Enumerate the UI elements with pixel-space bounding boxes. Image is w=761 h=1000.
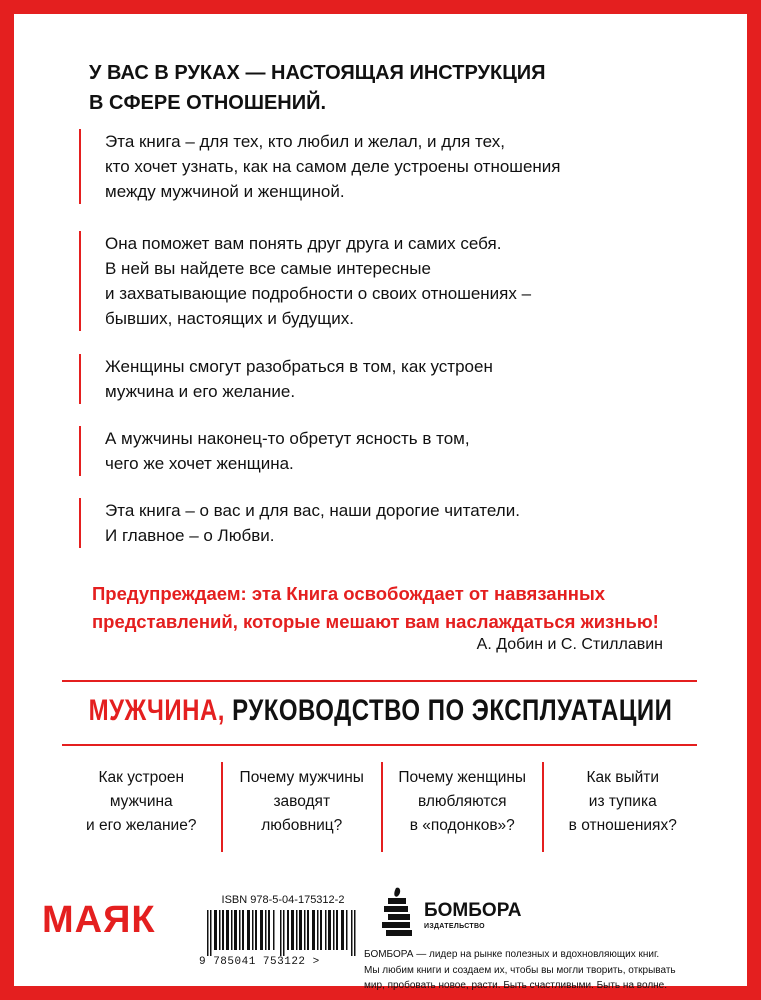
warning-line: представлений, которые мешают вам наслаждаться жизнью! bbox=[92, 611, 659, 632]
publisher-note-line: БОМБОРА — лидер на рынке полезных и вдохновляющих книг. bbox=[364, 949, 660, 960]
question-line: из тупика bbox=[588, 793, 657, 810]
question-line: Как выйти bbox=[586, 769, 660, 786]
series-title-accent: МУЖЧИНА, bbox=[88, 693, 225, 728]
publisher-subtitle: ИЗДАТЕЛЬСТВО bbox=[424, 923, 485, 930]
paragraph-line: мужчина и его желание. bbox=[105, 382, 296, 401]
isbn-label: ISBN 978-5-04-175312-2 bbox=[221, 894, 345, 906]
paragraph-line: между мужчиной и женщиной. bbox=[105, 182, 345, 201]
barcode bbox=[199, 894, 367, 969]
question-line: Почему женщины bbox=[398, 769, 527, 786]
paragraph-3 bbox=[79, 354, 745, 404]
series-title bbox=[14, 694, 747, 729]
publisher-note-line: мир, пробовать новое, расти. Быть счастливыми. Быть на волне. bbox=[364, 980, 668, 991]
warning-line: Предупреждаем: эта Книга освобождает от навязанных bbox=[92, 583, 606, 604]
question-line: Как устроен bbox=[98, 769, 185, 786]
bombora-icon bbox=[374, 884, 420, 942]
paragraph-line: и захватывающие подробности о своих отношениях – bbox=[105, 284, 532, 303]
question-2 bbox=[221, 762, 382, 852]
questions-row bbox=[62, 762, 702, 852]
paragraph-line: И главное – о Любви. bbox=[105, 526, 275, 545]
publisher-name: БОМБОРА bbox=[424, 900, 522, 921]
question-line: любовниц? bbox=[261, 817, 343, 834]
publisher-note bbox=[364, 947, 694, 994]
paragraph-4 bbox=[79, 426, 745, 476]
question-line: влюбляются bbox=[417, 793, 507, 810]
question-line: мужчина bbox=[109, 793, 173, 810]
divider-bottom bbox=[62, 744, 697, 746]
divider-top bbox=[62, 680, 697, 682]
heading-line: В СФЕРЕ ОТНОШЕНИЙ. bbox=[89, 92, 327, 114]
paragraph-1 bbox=[79, 129, 745, 204]
paragraph-line: Женщины смогут разобраться в том, как устроен bbox=[105, 357, 493, 376]
paragraph-line: бывших, настоящих и будущих. bbox=[105, 309, 355, 328]
back-cover bbox=[14, 14, 747, 991]
paragraph-line: Эта книга – для тех, кто любил и желал, и для тех, bbox=[105, 132, 505, 151]
publisher-note-line: Мы любим книги и создаем их, чтобы вы могли творить, открывать bbox=[364, 964, 676, 976]
paragraph-line: Эта книга – о вас и для вас, наши дорогие читатели. bbox=[105, 501, 520, 520]
heading-line: У ВАС В РУКАХ — НАСТОЯЩАЯ ИНСТРУКЦИЯ bbox=[89, 62, 546, 84]
question-line: заводят bbox=[273, 793, 331, 810]
warning-text bbox=[92, 580, 712, 636]
paragraph-line: Она поможет вам понять друг друга и самих себя. bbox=[105, 234, 502, 253]
paragraph-line: чего же хочет женщина. bbox=[105, 454, 294, 473]
question-line: и его желание? bbox=[86, 817, 197, 834]
imprint-logo: МАЯК bbox=[42, 899, 156, 941]
question-line: в отношениях? bbox=[568, 817, 677, 834]
question-3 bbox=[381, 762, 542, 852]
barcode-icon bbox=[207, 910, 357, 956]
paragraph-line: А мужчины наконец-то обретут ясность в том, bbox=[105, 429, 470, 448]
publisher-logo bbox=[374, 884, 524, 944]
question-line: в «подонков»? bbox=[409, 817, 515, 834]
paragraph-5 bbox=[79, 498, 745, 548]
cover-heading bbox=[89, 58, 649, 118]
paragraph-line: кто хочет узнать, как на самом деле устроены отношения bbox=[105, 157, 561, 176]
question-4 bbox=[542, 762, 703, 852]
question-line: Почему мужчины bbox=[239, 769, 364, 786]
question-1 bbox=[62, 762, 221, 852]
barcode-number: 9 785041 753122 > bbox=[199, 956, 320, 968]
paragraph-2 bbox=[79, 231, 745, 331]
series-title-rest: РУКОВОДСТВО ПО ЭКСПЛУАТАЦИИ bbox=[224, 693, 673, 728]
authors: А. Добин и С. Стиллавин bbox=[476, 636, 663, 653]
paragraph-line: В ней вы найдете все самые интересные bbox=[105, 259, 431, 278]
